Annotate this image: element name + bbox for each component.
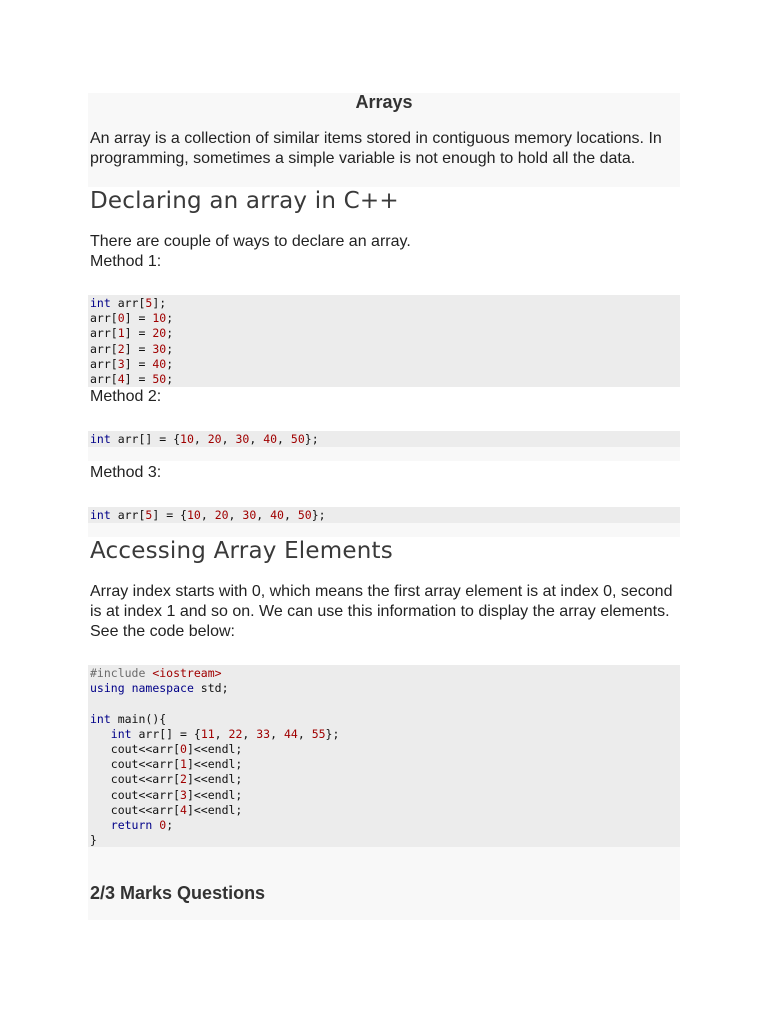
- code-line: }: [90, 833, 97, 848]
- code-line: cout<<arr[0]<<endl;: [90, 742, 243, 757]
- method1-code-band: [88, 295, 680, 387]
- method3-code: [90, 508, 326, 523]
- code-line: cout<<arr[1]<<endl;: [90, 757, 243, 772]
- code-line: cout<<arr[2]<<endl;: [90, 772, 243, 787]
- code-line: cout<<arr[4]<<endl;: [90, 802, 243, 817]
- code-line: using namespace std;: [90, 681, 229, 696]
- declare-intro-text: There are couple of ways to declare an array.: [90, 233, 411, 250]
- method2-code: [90, 432, 319, 447]
- intro-paragraph: An array is a collection of similar items stored in contiguous memory locations. In programming, sometimes a simple variable is not enough to hold all the data.: [90, 130, 662, 167]
- code-line: int arr[] = {11, 22, 33, 44, 55};: [110, 726, 340, 741]
- accessing-paragraph: Array index starts with 0, which means the first array element is at index 0, second is at index 1 and so on. We can use this information to display the array elements. See the code below:: [90, 583, 673, 640]
- heading-accessing: Accessing Array Elements: [90, 538, 393, 564]
- code-line: arr[0] = 10;: [90, 311, 174, 326]
- code-line: #include <iostream>: [90, 666, 222, 680]
- code-line: int arr[5] = {10, 20, 30, 40, 50};: [90, 508, 326, 522]
- code-line: arr[3] = 40;: [90, 356, 174, 371]
- code-line: arr[4] = 50;: [90, 372, 174, 387]
- main-code: [90, 666, 339, 848]
- code-line: arr[2] = 30;: [90, 341, 174, 356]
- page-title: Arrays: [355, 92, 413, 112]
- heading-marks-questions: 2/3 Marks Questions: [90, 883, 266, 903]
- method1-label: Method 1:: [90, 253, 162, 270]
- method2-label: Method 2:: [90, 388, 162, 405]
- code-line: cout<<arr[3]<<endl;: [90, 787, 243, 802]
- method3-label: Method 3:: [90, 464, 162, 481]
- code-line: return 0;: [110, 818, 174, 833]
- code-line: arr[1] = 20;: [90, 326, 174, 341]
- code-line: int arr[] = {10, 20, 30, 40, 50};: [90, 432, 319, 446]
- code-line: int arr[5];: [90, 296, 167, 310]
- method1-code: [90, 296, 173, 387]
- code-line: int main(){: [90, 711, 167, 726]
- heading-declaring: Declaring an array in C++: [90, 188, 399, 214]
